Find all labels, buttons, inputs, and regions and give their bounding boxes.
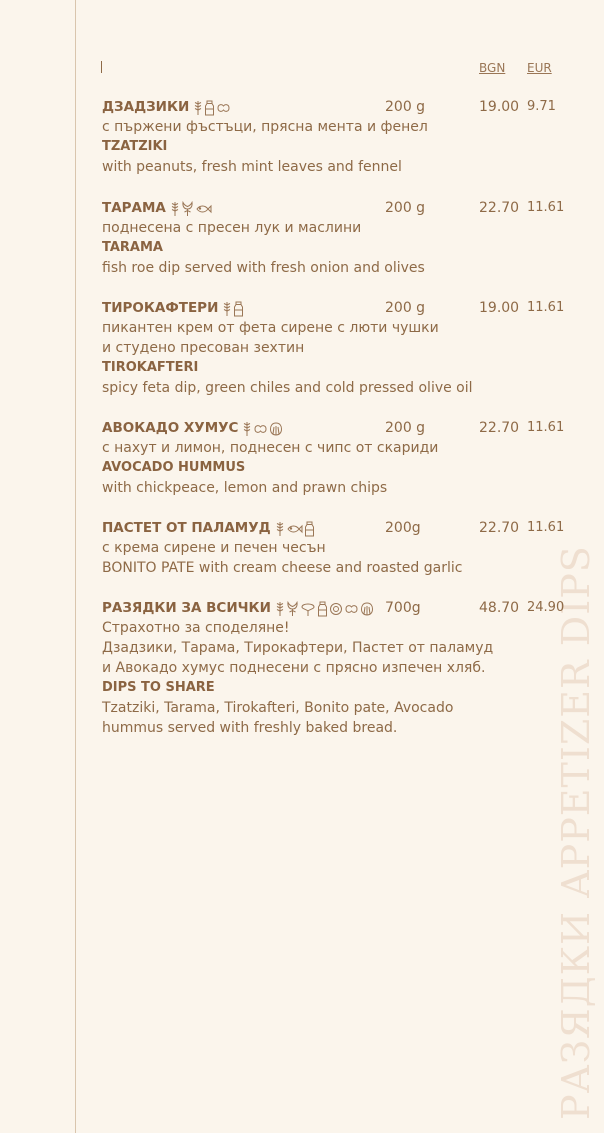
weight: 200 g bbox=[385, 200, 426, 216]
dish-title-bg: ДЗАДЗИКИ bbox=[102, 99, 190, 115]
menu-item bbox=[102, 198, 572, 278]
price-bgn: 19.00 bbox=[479, 300, 520, 316]
mustard-icon bbox=[329, 603, 344, 619]
fish-icon bbox=[195, 203, 213, 219]
description-en: with chickpeace, lemon and prawn chips bbox=[102, 480, 388, 496]
wheat-icon bbox=[193, 102, 204, 118]
dish-title-bg: РАЗЯДКИ ЗА ВСИЧКИ bbox=[102, 600, 271, 616]
peanut-icon bbox=[344, 603, 360, 619]
menu-item bbox=[102, 518, 572, 578]
dairy-icon bbox=[317, 603, 329, 619]
dish-title-bg: ПАСТЕТ ОТ ПАЛАМУД bbox=[102, 520, 271, 536]
price-bgn: 22.70 bbox=[479, 200, 520, 216]
weight: 700g bbox=[385, 600, 421, 616]
fish-icon bbox=[286, 523, 304, 539]
price-eur: 11.61 bbox=[527, 520, 565, 535]
description-en: spicy feta dip, green chiles and cold pressed olive oil bbox=[102, 380, 473, 396]
menu-item bbox=[102, 298, 572, 398]
menu-item-header bbox=[102, 598, 572, 618]
description-bg: с нахут и лимон, поднесен с чипс от скариди bbox=[102, 440, 439, 456]
menu-item bbox=[102, 418, 572, 498]
price-bgn: 48.70 bbox=[479, 600, 520, 616]
side-section-title: РАЗЯДКИ APPETIZER DIPS bbox=[554, 545, 598, 1120]
dish-title-en: TARAMA bbox=[102, 240, 163, 255]
dairy-icon bbox=[233, 303, 245, 319]
description-en: Tzatziki, Tarama, Tirokafteri, Bonito pate, Avocado bbox=[102, 700, 454, 716]
peanut-icon bbox=[253, 423, 269, 439]
price-eur: 11.61 bbox=[527, 420, 565, 435]
weight: 200 g bbox=[385, 300, 426, 316]
description-en: hummus served with freshly baked bread. bbox=[102, 720, 398, 736]
price-bgn: 22.70 bbox=[479, 520, 520, 536]
dish-title-bg: АВОКАДО ХУМУС bbox=[102, 420, 239, 436]
wheat-icon bbox=[275, 523, 286, 539]
weight: 200 g bbox=[385, 420, 426, 436]
description-en: BONITO PATE with cream cheese and roasted garlic bbox=[102, 560, 463, 576]
description-bg: Дзадзики, Тарама, Тирокафтери, Пастет от паламуд bbox=[102, 640, 494, 656]
crustacean-icon bbox=[181, 203, 195, 219]
peanut-icon bbox=[216, 102, 232, 118]
wheat-icon bbox=[275, 603, 286, 619]
dairy-icon bbox=[204, 102, 216, 118]
dish-title-bg: ТИРОКАФТЕРИ bbox=[102, 300, 219, 316]
shellfish-icon bbox=[269, 423, 284, 439]
description-bg: поднесена с пресен лук и маслини bbox=[102, 220, 362, 236]
menu-item-header bbox=[102, 418, 572, 438]
menu-item-header bbox=[102, 518, 572, 538]
price-eur: 24.90 bbox=[527, 600, 565, 615]
weight: 200 g bbox=[385, 99, 426, 115]
menu-item-header bbox=[102, 298, 572, 318]
description-bg: пикантен крем от фета сирене с люти чушки bbox=[102, 320, 439, 336]
bgn-column-header: BGN bbox=[479, 61, 506, 75]
weight: 200g bbox=[385, 520, 421, 536]
mollusc-icon bbox=[300, 603, 317, 619]
price-eur: 11.61 bbox=[527, 200, 565, 215]
crustacean-icon bbox=[286, 603, 300, 619]
wheat-icon bbox=[242, 423, 253, 439]
text-cursor bbox=[101, 61, 102, 73]
menu-item bbox=[102, 97, 572, 177]
dish-title-en: AVOCADO HUMMUS bbox=[102, 460, 246, 475]
wheat-icon bbox=[170, 203, 181, 219]
price-bgn: 22.70 bbox=[479, 420, 520, 436]
description-bg: Страхотно за споделяне! bbox=[102, 620, 290, 636]
menu-item bbox=[102, 598, 572, 738]
description-bg: и студено пресован зехтин bbox=[102, 340, 305, 356]
price-eur: 9.71 bbox=[527, 99, 556, 114]
price-eur: 11.61 bbox=[527, 300, 565, 315]
description-en: with peanuts, fresh mint leaves and fennel bbox=[102, 159, 402, 175]
description-en: fish roe dip served with fresh onion and olives bbox=[102, 260, 425, 276]
menu-item-header bbox=[102, 198, 572, 218]
left-margin-rule bbox=[75, 0, 76, 1133]
dish-title-en: TZATZIKI bbox=[102, 139, 168, 154]
description-bg: и Авокадо хумус поднесени с прясно изпечен хляб. bbox=[102, 660, 486, 676]
price-bgn: 19.00 bbox=[479, 99, 520, 115]
menu-item-header bbox=[102, 97, 572, 117]
shellfish-icon bbox=[360, 603, 375, 619]
description-bg: с пържени фъстъци, прясна мента и фенел bbox=[102, 119, 428, 135]
dish-title-bg: ТАРАМА bbox=[102, 200, 166, 216]
dish-title-en: TIROKAFTERI bbox=[102, 360, 199, 375]
wheat-icon bbox=[222, 303, 233, 319]
dish-title-en: DIPS TO SHARE bbox=[102, 680, 215, 695]
eur-column-header: EUR bbox=[527, 61, 552, 75]
description-bg: с крема сирене и печен чесън bbox=[102, 540, 326, 556]
dairy-icon bbox=[304, 523, 316, 539]
